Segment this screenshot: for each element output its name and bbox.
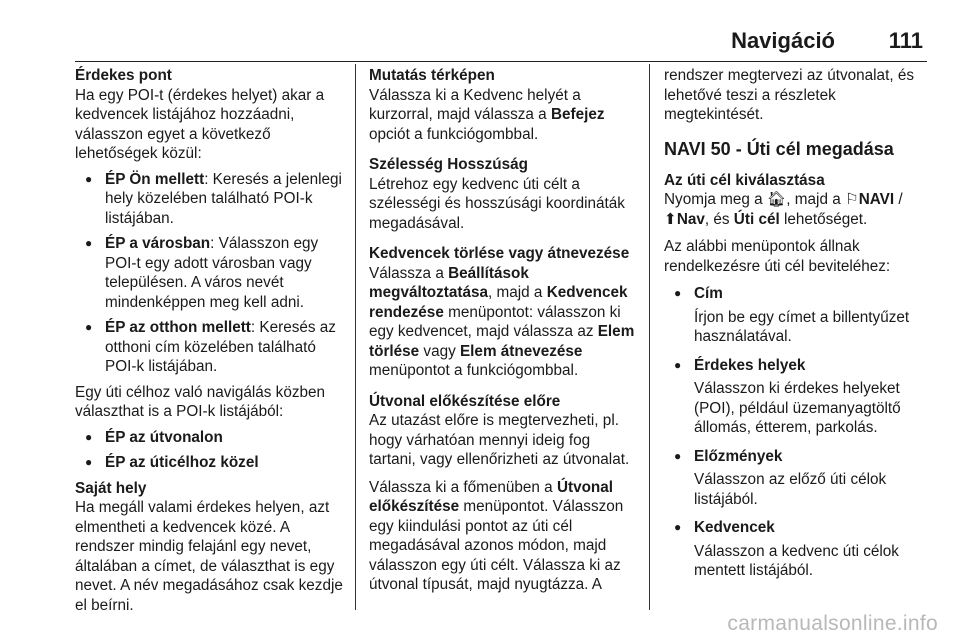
paragraph: Egy úti célhoz való navigálás közben választhat is a POI-k listájából: [75,383,326,420]
bullet-list [75,170,347,377]
paragraph: Az utazást előre is megtervezheti, pl. hogy várhatóan mennyi ideig fog tartani, vagy ellenőrizheti az útvonalat. [369,412,630,468]
header-rule [75,61,927,62]
column-2 [369,66,637,595]
page-number: 111 [888,28,923,53]
heading-destination-select: Az úti cél kiválasztása [664,171,825,189]
paragraph: Létrehoz egy kedvenc úti célt a szélességi és hosszúsági koordináták megadásával. [369,175,625,232]
navigation-arrow-icon: ⬆ [664,210,677,228]
page-header [75,28,927,58]
heading-own-place: Saját hely [75,479,147,497]
paragraph: Válassza ki a Kedvenc helyét a kurzorral, majd válassza a Befejez opciót a funkciógombbal. [369,86,605,143]
paragraph: rendszer megtervezi az útvonalat, és lehetővé teszi a részletek megtekintését. [664,67,914,123]
paragraph: Az alábbi menüpontok állnak rendelkezésre úti cél beviteléhez: [664,238,891,275]
paragraph: Nyomja meg a 🏠︎, majd a ⚐NAVI / ⬆Nav, és Úti cél lehetőséget. [664,191,903,228]
paragraph: Ha egy POI-t (érdekes helyet) akar a kedvencek listájához hozzáadni, válasszon egyet a következő lehetőségek közül: [75,86,325,162]
heading-show-on-map: Mutatás térképen [369,67,495,84]
list-item: ● ÉP az otthon mellett: Keresés az otthoni cím közelében található POI-k listájában. [75,318,347,377]
heading-poi: Érdekes pont [75,67,172,84]
bullet-list [75,428,347,473]
column-1 [75,66,347,615]
list-item: ● ÉP az úticélhoz közel [75,453,347,473]
section-heading: NAVI 50 - Úti cél megadása [664,138,894,159]
watermark: carmanualsonline.info [727,612,938,635]
heading-route-prep: Útvonal előkészítése előre [369,392,561,410]
heading-delete-rename: Kedvencek törlése vagy átnevezése [369,245,630,262]
column-divider-2 [649,64,650,610]
list-item: ● Kedvencek Válasszon a kedvenc úti célok mentett listájából. [664,518,932,581]
column-3 [664,66,932,587]
list-item: ● Előzmények Válasszon az előző úti célok listájából. [664,447,932,510]
paragraph: Válassza a Beállítások megváltoztatása, majd a Kedvencek rendezése menüpontot: válasszon ki egy kedvencet, majd válassza az Elem törlése vagy Elem átnevezése menüpontot a funkciógombbal. [369,264,635,379]
paragraph: Ha megáll valami érdekes helyen, azt elmentheti a kedvencek közé. A rendszer mindig felajánl egy nevet, általában a címet, de választhat is egy nevet. A név megadásához csak kezdje el beírni. [75,499,343,614]
home-icon: 🏠︎ [766,191,787,208]
list-item: ● Cím Írjon be egy címet a billentyűzet használatával. [664,284,932,347]
list-item: ● ÉP a városban: Válasszon egy POI-t egy adott városban vagy településen. A város nevét mindenképpen meg kell adni. [75,234,347,312]
section-title: Navigáció [731,28,835,53]
column-divider-1 [355,64,356,610]
list-item: ● ÉP Ön mellett: Keresés a jelenlegi hely közelében található POI-k listájában. [75,170,347,229]
bullet-list [664,284,932,581]
heading-lat-long: Szélesség Hosszúság [369,156,528,173]
flag-icon: ⚐ [844,191,859,208]
paragraph: Válassza ki a főmenüben a Útvonal előkészítése menüpontot. Válasszon egy kiindulási pontot az úti cél megadásával azonos módon, majd válasszon egy úti célt. Válassza ki az útvonal típusát, majd nyugtázza. A [369,478,624,593]
list-item: ● Érdekes helyek Válasszon ki érdekes helyeket (POI), például üzemanyagtöltő állomás, étterem, parkolás. [664,356,932,438]
list-item: ● ÉP az útvonalon [75,428,347,448]
